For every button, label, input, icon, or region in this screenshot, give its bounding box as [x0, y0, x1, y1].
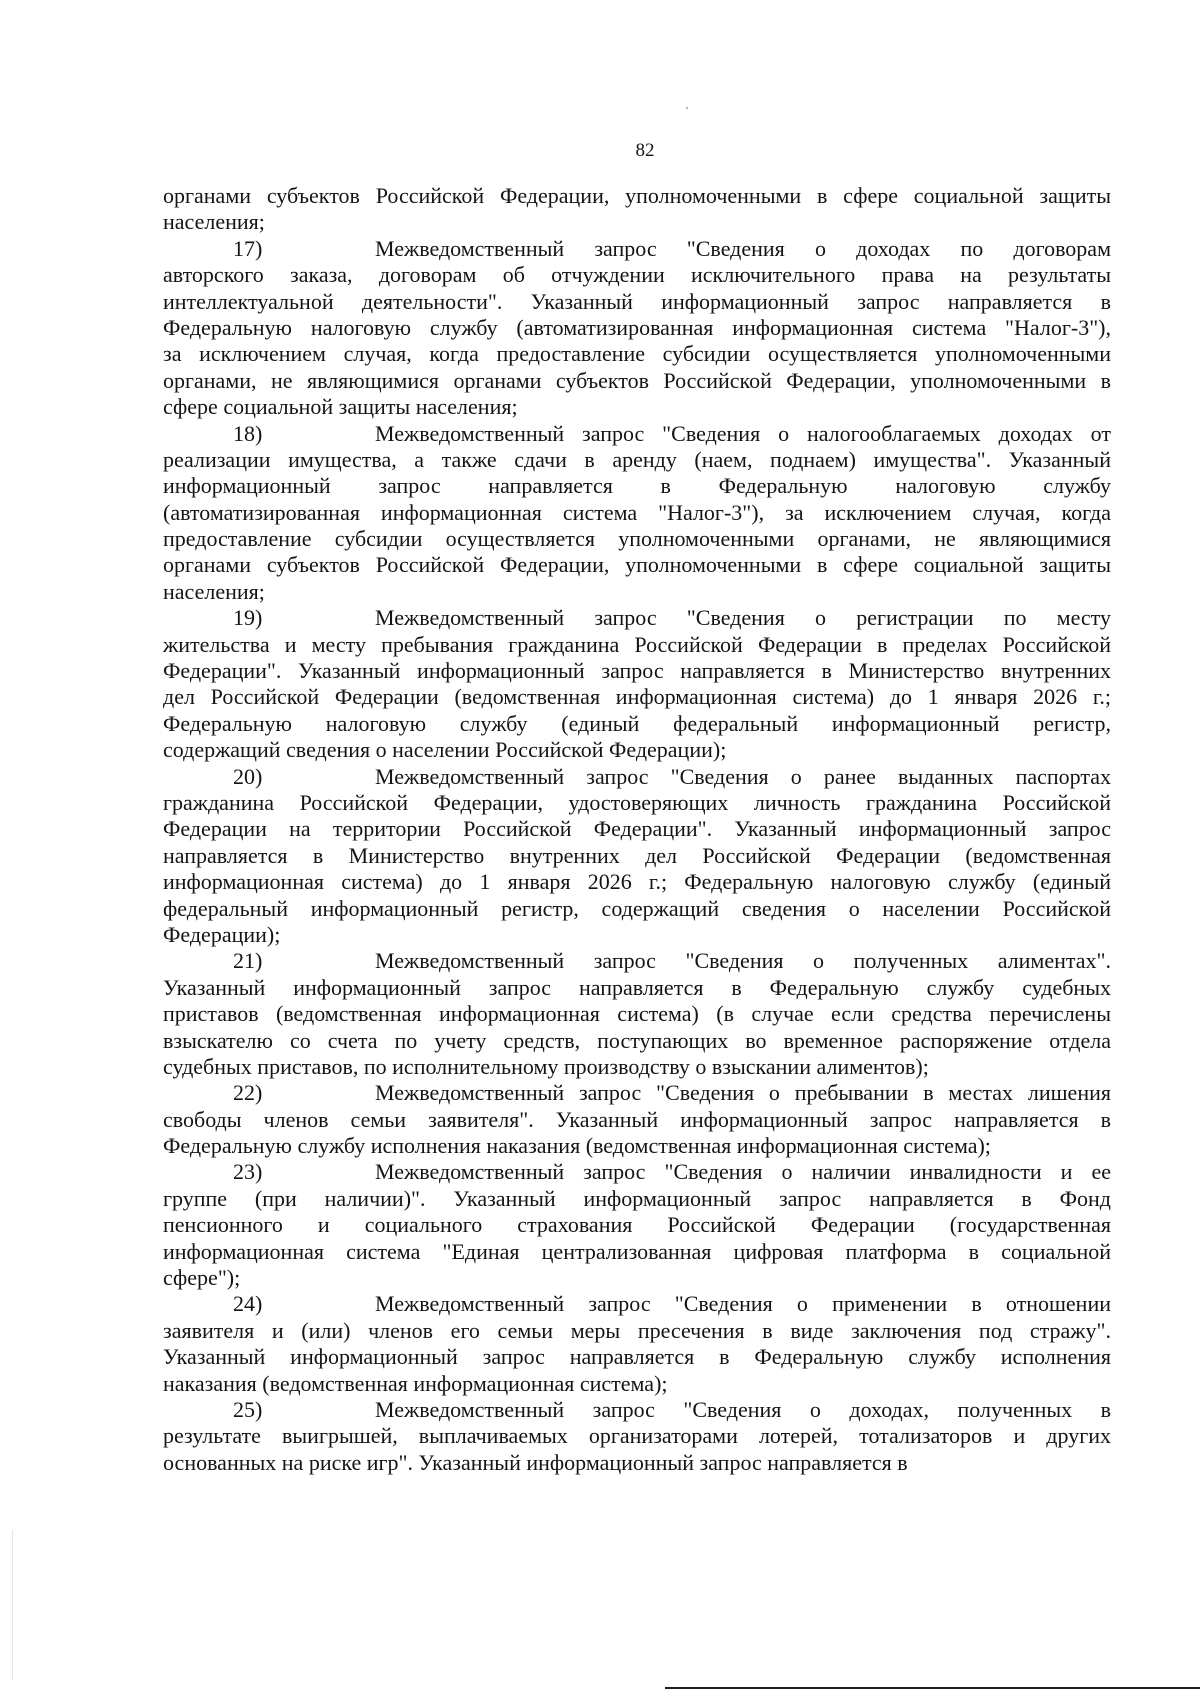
text-line [163, 1028, 1111, 1054]
line-text: сфере социальной защиты населения; [163, 394, 518, 420]
text-line [163, 1054, 1111, 1080]
text-line [163, 1423, 1111, 1449]
text-line [163, 1318, 1111, 1344]
line-text: федеральный информационный регистр, содержащий сведения о населении Российской [163, 895, 1111, 921]
paragraph [163, 764, 1111, 949]
text-line [163, 764, 1111, 790]
paragraph [163, 948, 1111, 1080]
paragraph [163, 1397, 1111, 1476]
paragraph [163, 421, 1111, 606]
text-line [163, 1133, 1111, 1159]
line-text: органами субъектов Российской Федерации, уполномоченными в сфере социальной защиты [163, 183, 1111, 208]
line-text: гражданина Российской Федерации, удостоверяющих личность гражданина Российской [163, 789, 1111, 815]
paragraph [163, 605, 1111, 763]
text-line [163, 183, 1111, 209]
text-line [163, 869, 1111, 895]
text-line [163, 605, 1111, 631]
line-text: пенсионного и социального страхования Российской Федерации (государственная [163, 1212, 1111, 1238]
item-number: 17) [233, 235, 263, 261]
line-text: сфере"); [163, 1265, 241, 1291]
line-text: Федерации". Указанный информационный запрос направляется в Министерство внутренних [163, 658, 1111, 684]
text-line [163, 1397, 1111, 1423]
text-line [163, 473, 1111, 499]
text-line [163, 1107, 1111, 1133]
line-text: результате выигрышей, выплачиваемых организаторами лотерей, тотализаторов и других [163, 1423, 1111, 1449]
line-text: Федерации на территории Российской Федерации". Указанный информационный запрос [163, 816, 1111, 842]
line-text: судебных приставов, по исполнительному производству о взыскании алиментов); [163, 1053, 929, 1079]
text-line [163, 1186, 1111, 1212]
text-line [163, 315, 1111, 341]
line-text: Указанный информационный запрос направляется в Федеральную службу исполнения [163, 1344, 1111, 1370]
line-text: Федеральную налоговую службу (автоматизированная информационная система "Налог-3"), [163, 314, 1111, 340]
text-line [163, 658, 1111, 684]
item-number: 24) [233, 1291, 263, 1317]
text-line [163, 1212, 1111, 1238]
text-line [163, 632, 1111, 658]
line-text: населения; [163, 578, 265, 604]
text-line [163, 236, 1111, 262]
line-text: Межведомственный запрос "Сведения о наличии инвалидности и ее [375, 1159, 1111, 1185]
text-line [163, 711, 1111, 737]
line-text: Межведомственный запрос "Сведения о ранее выданных паспортах [375, 763, 1111, 789]
line-text: авторского заказа, договорам об отчуждении исключительного права на результаты [163, 262, 1111, 288]
text-line [163, 975, 1111, 1001]
line-text: информационная система) до 1 января 2026 г.; Федеральную налоговую службу (единый [163, 869, 1111, 895]
line-text: органами субъектов Российской Федерации, уполномоченными в сфере социальной защиты [163, 552, 1111, 578]
paragraph [163, 1080, 1111, 1159]
text-line [163, 684, 1111, 710]
page-number: 82 [635, 140, 655, 161]
scan-edge-mark [12, 1530, 13, 1680]
line-text: свободы членов семьи заявителя". Указанный информационный запрос направляется в [163, 1106, 1111, 1132]
text-line [163, 1344, 1111, 1370]
scan-speck [686, 107, 688, 109]
text-line [163, 447, 1111, 473]
line-text: (автоматизированная информационная система "Налог-3"), за исключением случая, когда [163, 499, 1111, 525]
line-text: Межведомственный запрос "Сведения о налогооблагаемых доходах от [375, 420, 1111, 446]
item-number: 22) [233, 1080, 263, 1106]
document-body [163, 183, 1111, 1476]
text-line [163, 737, 1111, 763]
text-line [163, 1265, 1111, 1291]
line-text: взыскателю со счета по учету средств, поступающих во временное распоряжение отдела [163, 1027, 1111, 1053]
text-line [163, 1371, 1111, 1397]
text-line [163, 1159, 1111, 1185]
line-text: Межведомственный запрос "Сведения о доходах, полученных в [375, 1396, 1111, 1422]
text-line [163, 500, 1111, 526]
text-line [163, 421, 1111, 447]
line-text: информационный запрос направляется в Федеральную налоговую службу [163, 473, 1111, 499]
line-text: органами, не являющимися органами субъектов Российской Федерации, уполномоченными в [163, 367, 1111, 393]
line-text: дел Российской Федерации (ведомственная информационная система) до 1 января 2026 г.; [163, 684, 1111, 710]
line-text: реализации имущества, а также сдачи в аренду (наем, поднаем) имущества". Указанный [163, 446, 1111, 472]
line-text: заявителя и (или) членов его семьи меры пресечения в виде заключения под стражу". [163, 1317, 1111, 1343]
text-line [163, 1450, 1111, 1476]
line-text: группе (при наличии)". Указанный информационный запрос направляется в Фонд [163, 1185, 1111, 1211]
text-line [163, 289, 1111, 315]
paragraph [163, 236, 1111, 421]
line-text: населения; [163, 209, 265, 235]
text-line [163, 526, 1111, 552]
text-line [163, 341, 1111, 367]
text-line [163, 394, 1111, 420]
paragraph [163, 1291, 1111, 1397]
text-line [163, 1001, 1111, 1027]
text-line [163, 552, 1111, 578]
text-line [163, 368, 1111, 394]
line-text: приставов (ведомственная информационная система) (в случае если средства перечислены [163, 1001, 1111, 1027]
line-text: Межведомственный запрос "Сведения о полученных алиментах". [375, 948, 1111, 974]
text-line [163, 262, 1111, 288]
line-text: Федерации); [163, 921, 281, 947]
text-line [163, 1080, 1111, 1106]
line-text: основанных на риске игр". Указанный информационный запрос направляется в [163, 1449, 908, 1475]
line-text: Федеральную службу исполнения наказания (ведомственная информационная система); [163, 1133, 991, 1159]
item-number: 23) [233, 1159, 263, 1185]
line-text: направляется в Министерство внутренних дел Российской Федерации (ведомственная [163, 842, 1111, 868]
text-line [163, 843, 1111, 869]
line-text: Межведомственный запрос "Сведения о регистрации по месту [375, 605, 1111, 631]
text-line [163, 790, 1111, 816]
line-text: содержащий сведения о населении Российской Федерации); [163, 737, 727, 763]
text-line [163, 896, 1111, 922]
paragraph [163, 183, 1111, 236]
text-line [163, 579, 1111, 605]
item-number: 25) [233, 1396, 263, 1422]
text-line [163, 1291, 1111, 1317]
item-number: 18) [233, 420, 263, 446]
text-line [163, 948, 1111, 974]
line-text: Межведомственный запрос "Сведения о доходах по договорам [375, 235, 1111, 261]
line-text: Межведомственный запрос "Сведения о применении в отношении [375, 1291, 1111, 1317]
item-number: 19) [233, 605, 263, 631]
line-text: Межведомственный запрос "Сведения о пребывании в местах лишения [375, 1080, 1111, 1106]
line-text: предоставление субсидии осуществляется уполномоченными органами, не являющимися [163, 526, 1111, 552]
line-text: Федеральную налоговую службу (единый федеральный информационный регистр, [163, 710, 1111, 736]
line-text: Указанный информационный запрос направляется в Федеральную службу судебных [163, 974, 1111, 1000]
text-line [163, 1239, 1111, 1265]
text-line [163, 922, 1111, 948]
line-text: информационная система "Единая централизованная цифровая платформа в социальной [163, 1238, 1111, 1264]
text-line [163, 816, 1111, 842]
line-text: за исключением случая, когда предоставление субсидии осуществляется уполномоченными [163, 341, 1111, 367]
item-number: 20) [233, 763, 263, 789]
line-text: жительства и месту пребывания гражданина Российской Федерации в пределах Российской [163, 631, 1111, 657]
paragraph [163, 1159, 1111, 1291]
line-text: интеллектуальной деятельности". Указанный информационный запрос направляется в [163, 288, 1111, 314]
page-bottom-rule [665, 1687, 1200, 1689]
line-text: наказания (ведомственная информационная система); [163, 1370, 668, 1396]
text-line [163, 209, 1111, 235]
item-number: 21) [233, 948, 263, 974]
